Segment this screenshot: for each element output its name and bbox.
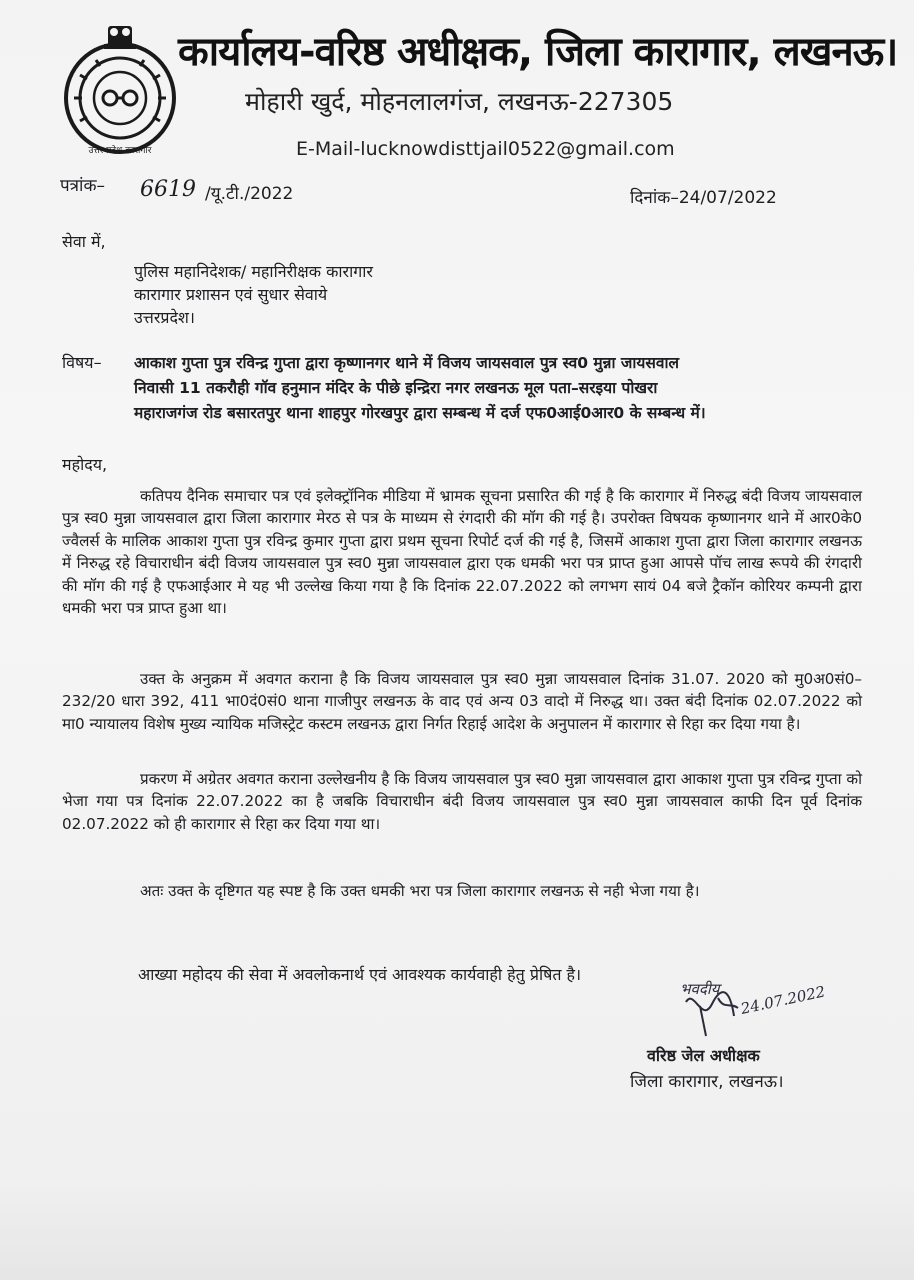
- prison-department-emblem: [58, 20, 182, 160]
- subject-label: विषय–: [62, 353, 102, 372]
- reference-label: पत्रांक–: [60, 176, 105, 196]
- paragraph-text: प्रकरण में अग्रेतर अवगत कराना उल्लेखनीय है कि विजय जायसवाल पुत्र स्व0 मुन्ना जायसवाल द्वारा आकाश गुप्ता पुत्र रविन्द्र गुप्ता को भेजा गया पत्र दिनांक 22.07.2022 का है जबकि विचाराधीन बंदी विजय जायसवाल पुत्र स्व0 मुन्ना जायसवाल काफी दिन पूर्व दिनांक 02.07.2022 को ही कारागार से रिहा कर दिया गया था।: [62, 770, 862, 833]
- letter-date: दिनांक–24/07/2022: [630, 188, 777, 208]
- office-address: मोहारी खुर्द, मोहनलालगंज, लखनऊ-227305: [245, 87, 674, 116]
- reference-number-handwritten: 6619: [140, 177, 196, 202]
- subject-line: निवासी 11 तकरौही गॉव हनुमान मंदिर के पीछे इन्द्रिरा नगर लखनऊ मूल पता–सरइया पोखरा: [134, 379, 658, 397]
- office-email: E-Mail-lucknowdisttjail0522@gmail.com: [296, 138, 675, 160]
- emblem-caption: उत्तर प्रदेश कारागार: [88, 146, 152, 156]
- reference-suffix: /यू.टी./2022: [205, 184, 294, 204]
- handwritten-signature: [672, 966, 862, 1044]
- office-title: कार्यालय-वरिष्ठ अधीक्षक, जिला कारागार, लखनऊ।: [178, 29, 898, 75]
- signature-bhavdiya: भवदीय: [680, 980, 720, 998]
- signatory-office: जिला कारागार, लखनऊ।: [630, 1072, 784, 1092]
- body-paragraph: [62, 768, 862, 835]
- closing-line: आख्या महोदय की सेवा में अवलोकनार्थ एवं आवश्यक कार्यवाही हेतु प्रेषित है।: [138, 965, 582, 984]
- body-paragraph: [62, 485, 862, 619]
- recipient-intro: सेवा में,: [62, 232, 106, 251]
- salutation: महोदय,: [62, 455, 108, 474]
- signatory-title: वरिष्ठ जेल अधीक्षक: [647, 1046, 760, 1065]
- recipient-line: कारागार प्रशासन एवं सुधार सेवाये: [134, 285, 328, 304]
- subject-line: महाराजगंज रोड बसारतपुर थाना शाहपुर गोरखपुर द्वारा सम्बन्ध में दर्ज एफ0आई0आर0 के सम्बन्ध में।: [134, 404, 706, 422]
- signature-date: 24.07.2022: [739, 982, 827, 1018]
- paper-shadow: [0, 1180, 914, 1280]
- body-paragraph: [62, 880, 862, 902]
- recipient-line: पुलिस महानिदेशक/ महानिरीक्षक कारागार: [134, 262, 373, 281]
- body-paragraph: [62, 668, 862, 735]
- subject-line: आकाश गुप्ता पुत्र रविन्द्र गुप्ता द्वारा कृष्णानगर थाने में विजय जायसवाल पुत्र स्व0 मुन्ना जायसवाल: [134, 354, 680, 372]
- paragraph-text: उक्त के अनुक्रम में अवगत कराना है कि विजय जायसवाल पुत्र स्व0 मुन्ना जायसवाल दिनांक 31.07. 2020 को मु0अ0सं0–232/20 धारा 392, 411 भा0दं0सं0 थाना गाजीपुर लखनऊ के वाद एवं अन्य 03 वादो में निरुद्ध था। उक्त बंदी दिनांक 02.07.2022 को मा0 न्यायालय विशेष मुख्य न्यायिक मजिस्ट्रेट कस्टम लखनऊ द्वारा निर्गत रिहाई आदेश के अनुपालन में कारागार से रिहा कर दिया गया है।: [62, 670, 862, 733]
- paragraph-text: कतिपय दैनिक समाचार पत्र एवं इलेक्ट्रॉनिक मीडिया में भ्रामक सूचना प्रसारित की गई है कि कारागार में निरुद्ध बंदी विजय जायसवाल पुत्र स्व0 मुन्ना जायसवाल द्वारा जिला कारागार मेरठ से पत्र के माध्यम से रंगदारी की मॉग की गई है। उपरोक्त विषयक कृष्णानगर थाने में आर0के0 ज्वैलर्स के मालिक आकाश गुप्ता पुत्र रविन्द्र कुमार गुप्ता द्वारा प्रथम सूचना रिपोर्ट दर्ज की गई है, जिसमें आकाश गुप्ता द्वारा जिला कारागार लखनऊ में निरुद्ध रहे विचाराधीन बंदी विजय जायसवाल पुत्र स्व0 मुन्ना जायसवाल द्वारा एक धमकी भरा पत्र प्राप्त हुआ आपसे पॉच लाख रूपये की रंगदारी की मॉग की गई है एफआईआर मे यह भी उल्लेख किया गया है कि दिनांक 22.07.2022 को लगभग सायं 04 बजे ट्रैकॉन कोरियर कम्पनी द्वारा धमकी भरा पत्र प्राप्त हुआ था।: [62, 487, 862, 618]
- paragraph-text: अतः उक्त के दृष्टिगत यह स्पष्ट है कि उक्त धमकी भरा पत्र जिला कारागार लखनऊ से नही भेजा गया है।: [140, 882, 700, 900]
- recipient-line: उत्तरप्रदेश।: [134, 308, 195, 327]
